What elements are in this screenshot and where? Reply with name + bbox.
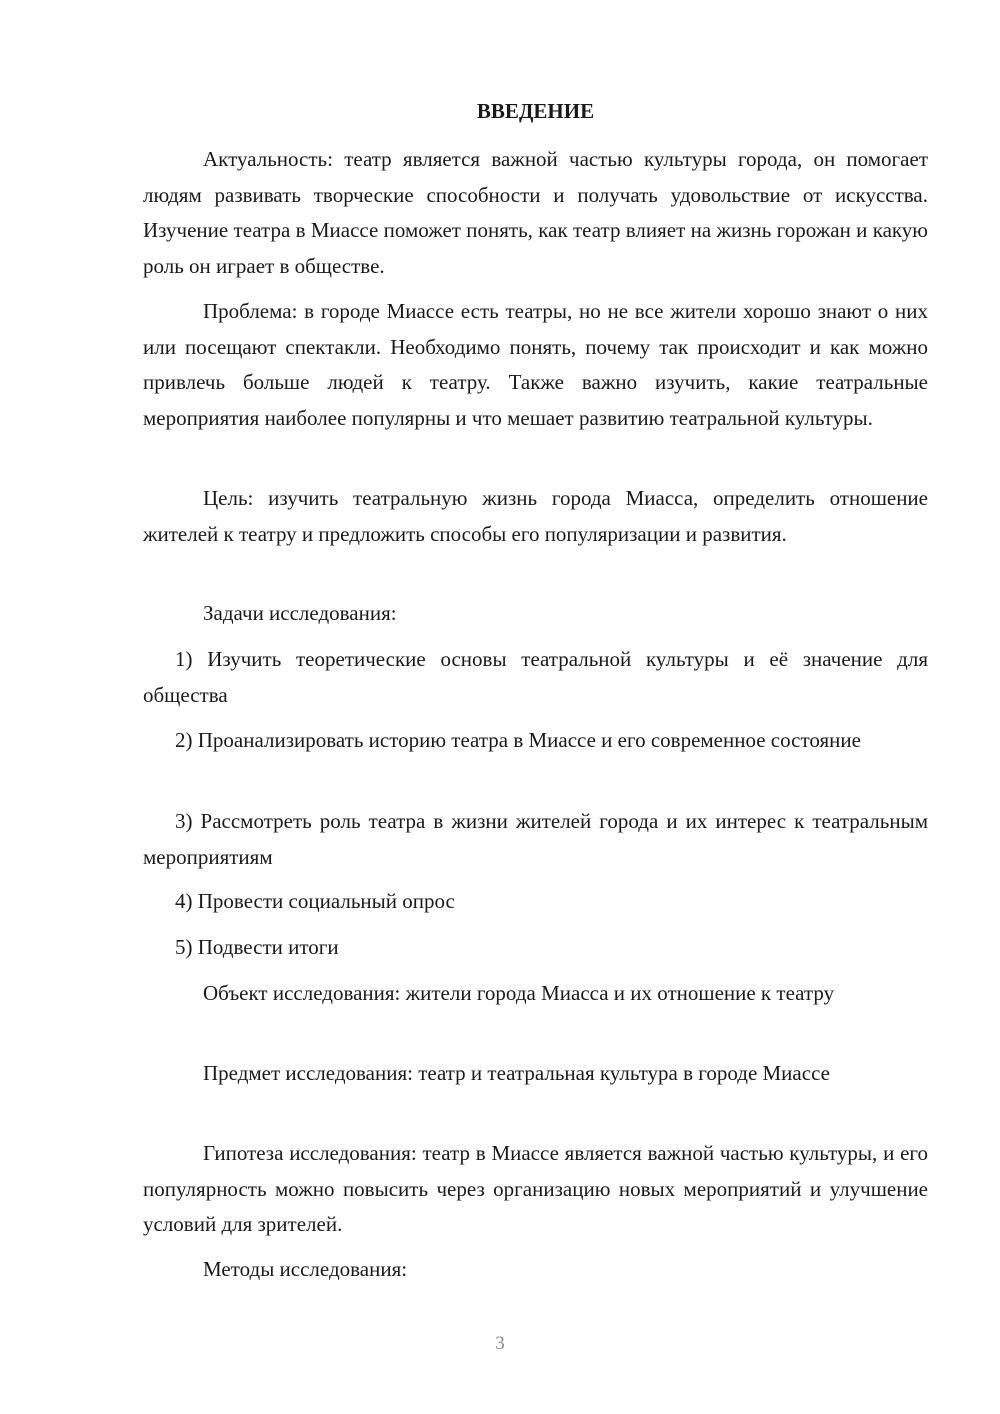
page-title: ВВЕДЕНИЕ (476, 99, 595, 123)
relevance-paragraph: Актуальность: театр является важной частью культуры города, он помогает людям развивать творческие способности и получать удовольствие от искусства. Изучение театра в Миассе поможет понять, как театр влияет на жизнь горожан и какую роль он играет в обществе. (143, 147, 928, 278)
hypothesis-paragraph: Гипотеза исследования: театр в Миассе является важной частью культуры, и его популярность можно повысить через организацию новых мероприятий и улучшение условий для зрителей. (143, 1141, 928, 1236)
goal-paragraph: Цель: изучить театральную жизнь города Миасса, определить отношение жителей к театру и предложить способы его популяризации и развития. (143, 486, 928, 546)
subject-paragraph: Предмет исследования: театр и театральная культура в городе Миассе (203, 1061, 830, 1085)
problem-paragraph: Проблема: в городе Миассе есть театры, но не все жители хорошо знают о них или посещают спектакли. Необходимо понять, почему так происходит и как можно привлечь больше людей к театру. Также важно изучить, какие театральные мероприятия наиболее популярны и что мешает развитию театральной культуры. (143, 299, 928, 430)
tasks-heading: Задачи исследования: (203, 601, 397, 625)
methods-heading: Методы исследования: (203, 1257, 408, 1281)
task-item: 1) Изучить теоретические основы театральной культуры и её значение для общества (143, 647, 928, 707)
object-paragraph: Объект исследования: жители города Миасса и их отношение к театру (203, 981, 835, 1005)
task-item: 3) Рассмотреть роль театра в жизни жителей города и их интерес к театральным мероприятиям (143, 809, 928, 869)
task-item: 4) Провести социальный опрос (175, 889, 455, 913)
page-number: 3 (495, 1333, 505, 1354)
task-item: 2) Проанализировать историю театра в Миассе и его современное состояние (175, 728, 861, 752)
task-item: 5) Подвести итоги (175, 935, 339, 959)
